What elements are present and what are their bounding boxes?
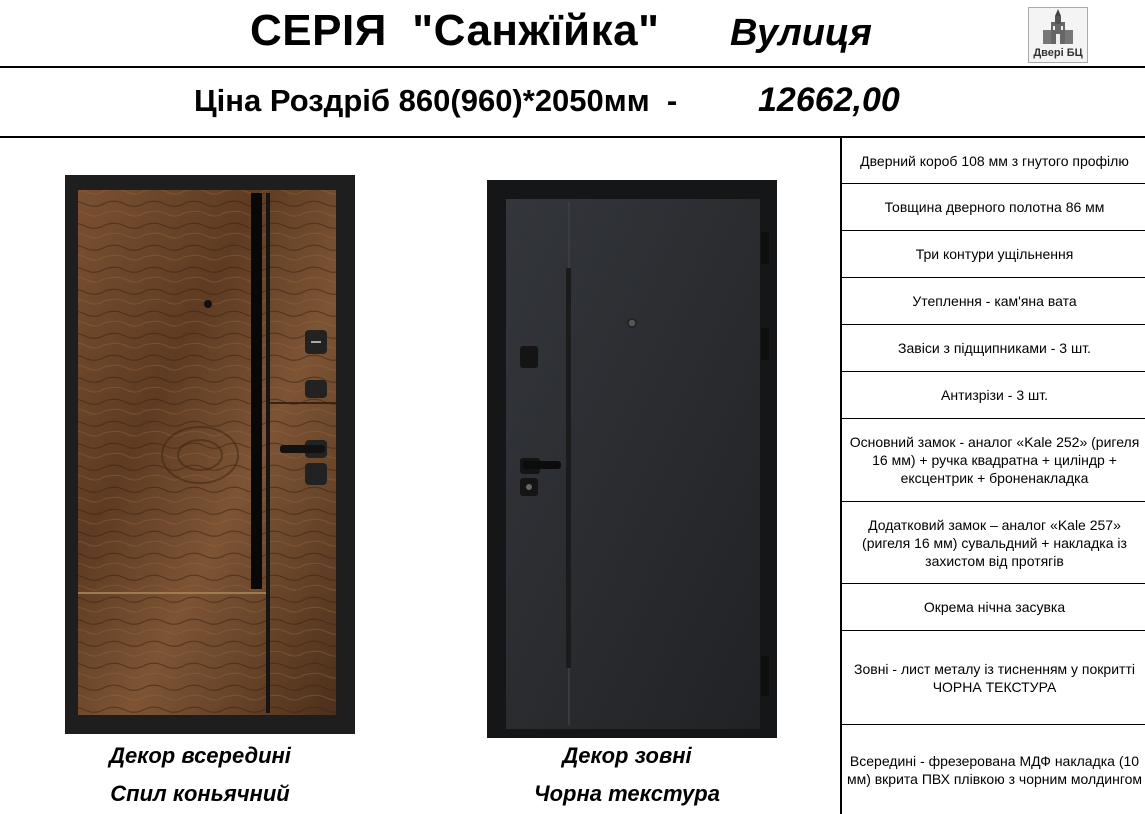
price-label: Ціна Роздріб 860(960)*2050мм -: [194, 83, 678, 118]
spec-table: [840, 138, 1145, 814]
company-logo: [1028, 7, 1088, 63]
lock-cover-lower: [305, 463, 327, 485]
spec-item: Додатковий замок – аналог «Kale 257» (ригеля 16 мм) сувальдний + накладка із захистом від протягів: [842, 502, 1145, 584]
hinge-middle: [761, 328, 769, 360]
inside-decor-caption: Декор всередині: [109, 743, 291, 768]
peephole-outside: [628, 319, 636, 327]
hinge-bottom: [761, 656, 769, 696]
door-outside-image: [487, 180, 777, 738]
night-latch-outside: [520, 346, 538, 368]
door-handle-outside: [523, 461, 561, 469]
peephole: [204, 300, 212, 308]
spec-item: Завіси з підщипниками - 3 шт.: [842, 325, 1145, 372]
lock-cover-upper: [305, 380, 327, 398]
black-molding: [251, 193, 262, 589]
door-handle: [280, 445, 325, 453]
spec-item: Антизрізи - 3 шт.: [842, 372, 1145, 419]
outside-decor-name: Чорна текстура: [534, 781, 720, 806]
price-row: [0, 68, 1145, 138]
spec-item: Три контури ущільнення: [842, 231, 1145, 278]
outside-decor-caption: Декор зовні: [562, 743, 692, 768]
series-subtitle: Вулиця: [730, 12, 872, 54]
spec-item: Окрема нічна засувка: [842, 584, 1145, 631]
logo-text: Двері БЦ: [1033, 47, 1083, 59]
title-row: [0, 0, 1145, 68]
embossed-line: [566, 268, 571, 668]
hinge-top: [761, 232, 769, 264]
spec-item: Дверний короб 108 мм з гнутого профілю: [842, 138, 1145, 184]
church-icon: [1029, 8, 1087, 48]
spec-item: Всередині - фрезерована МДФ накладка (10 мм) вкрита ПВХ плівкою з чорним молдингом: [846, 752, 1143, 787]
door-inside-image: [65, 175, 355, 734]
spec-item: Основний замок - аналог «Kale 252» (ригеля 16 мм) + ручка квадратна + циліндр + ексцентрик + броненакладка: [842, 419, 1145, 502]
spec-item: Товщина дверного полотна 86 мм: [842, 184, 1145, 231]
series-title: СЕРІЯ "Санжїйка": [250, 6, 660, 55]
spec-item: Утеплення - кам'яна вата: [842, 278, 1145, 325]
spec-item: Зовні - лист металу із тисненням у покритті ЧОРНА ТЕКСТУРА: [842, 631, 1145, 725]
inside-decor-name: Спил коньячний: [110, 781, 290, 806]
price-value: 12662,00: [758, 81, 900, 119]
